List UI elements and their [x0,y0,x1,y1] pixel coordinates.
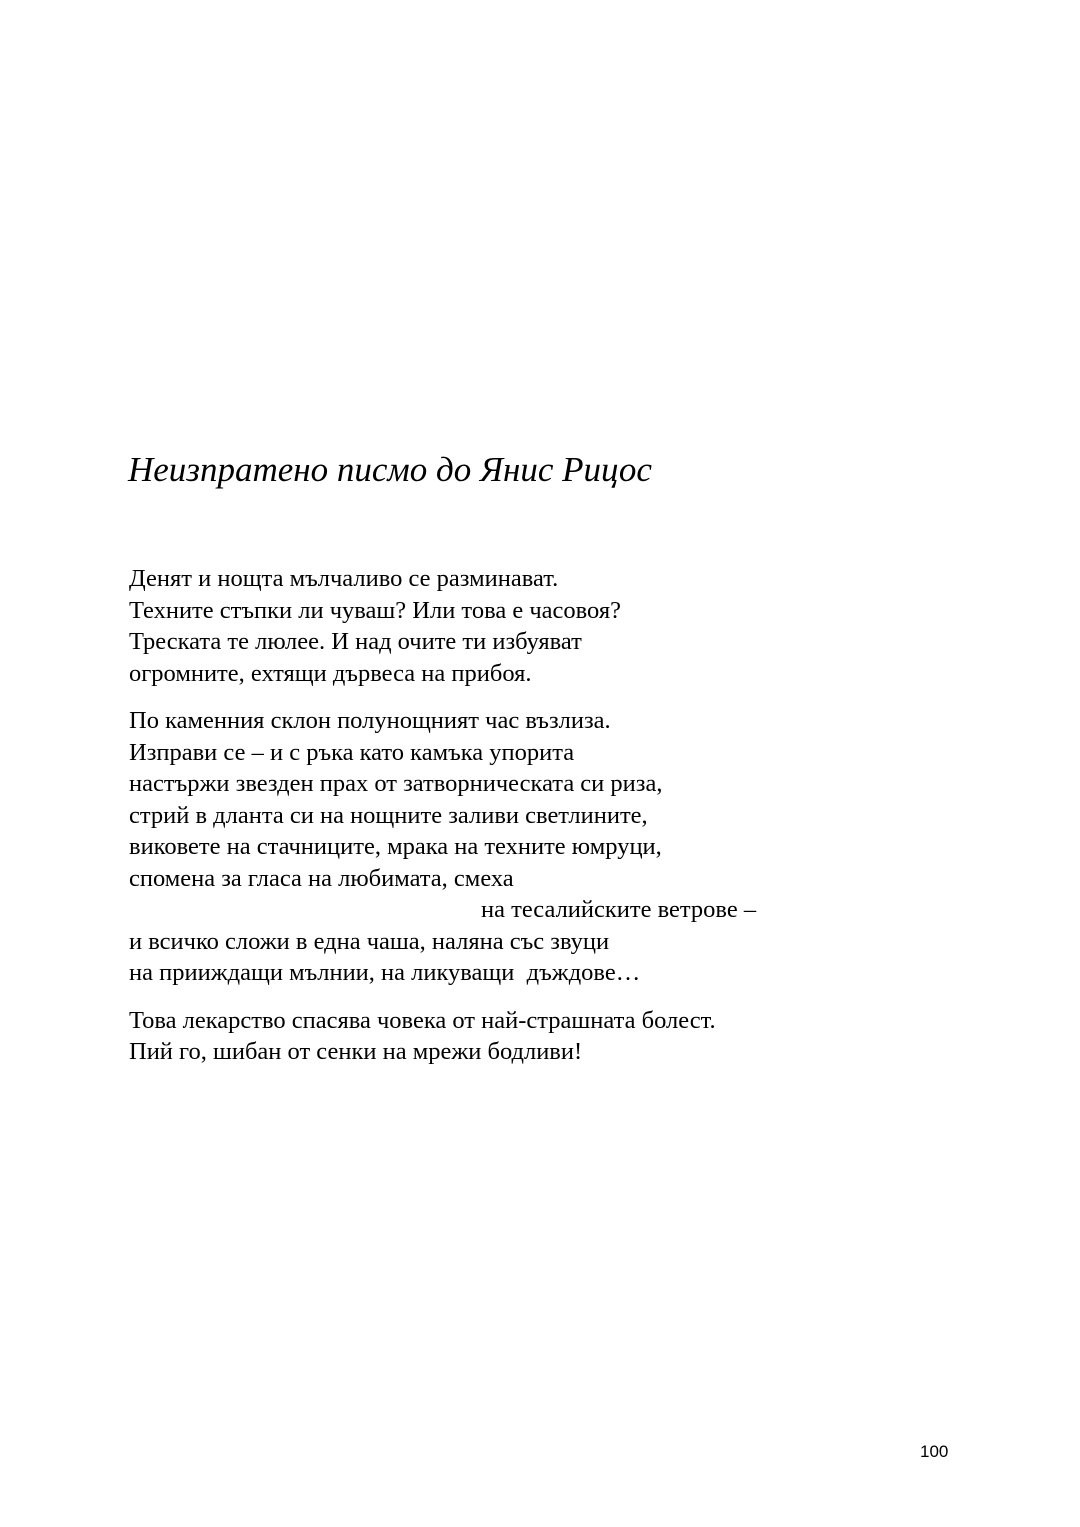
poem-line: стрий в дланта си на нощните заливи светлините, [129,801,648,829]
poem-line: По каменния склон полунощният час възлиза. [129,707,611,734]
poem-line: Денят и нощта мълчаливо се разминават. [129,565,559,592]
poem-line: спомена за гласа на любимата, смеха [129,864,514,892]
poem-line: Треската те люлее. И над очите ти избуяват [129,628,582,655]
poem-line: виковете на стачниците, мрака на техните юмруци, [129,833,662,860]
poem-line: Това лекарство спасява човека от най-страшната болест. [129,1006,716,1034]
stanza-1 [129,563,829,689]
poem-line: настържи звезден прах от затворническата си риза, [129,770,663,797]
stanza-3 [129,1005,829,1068]
poem-line: Техните стъпки ли чуваш? Или това е часовоя? [129,596,621,624]
poem-line: на прииждащи мълнии, на ликуващи дъждове… [129,959,641,986]
poem-line: огромните, ехтящи дървеса на прибоя. [129,659,532,687]
poem-line-indented: на тесалийските ветрове – [481,896,757,923]
poem-body [129,563,829,1068]
poem-line: и всичко сложи в една чаша, наляна със звуци [129,927,610,955]
poem-title: Неизпратено писмо до Янис Рицос [128,450,652,489]
stanza-2 [129,705,829,989]
page-number: 100 [920,1442,949,1461]
poem-line: Изправи се – и с ръка като камъка упорита [129,738,575,766]
poem-line: Пий го, шибан от сенки на мрежи бодливи! [129,1038,583,1065]
